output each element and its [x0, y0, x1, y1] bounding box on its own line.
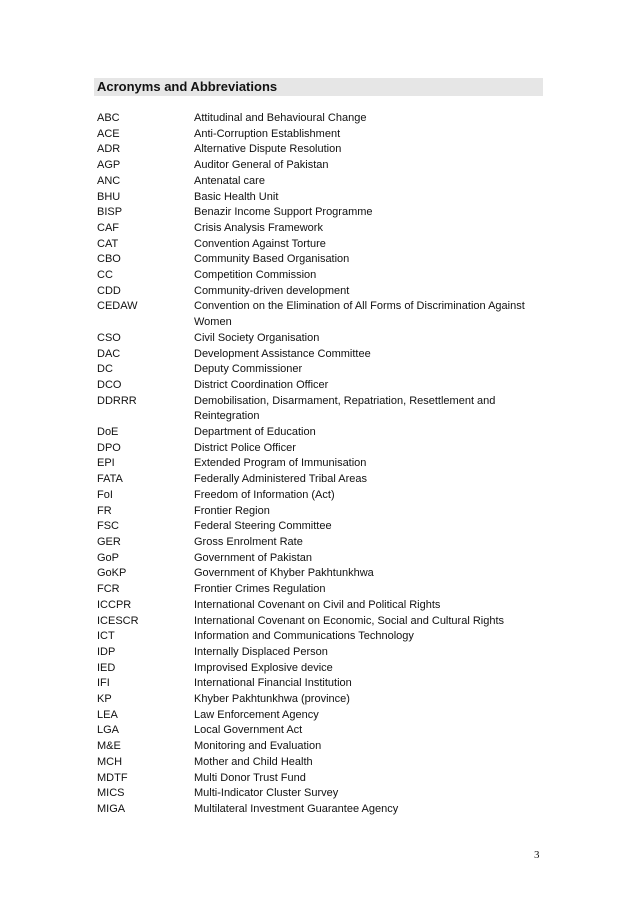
acronym-row — [97, 739, 547, 755]
acronym-abbreviation: CC — [97, 269, 113, 282]
acronym-abbreviation: DPO — [97, 441, 121, 454]
acronym-row — [97, 676, 547, 692]
acronym-row — [97, 268, 547, 284]
acronym-abbreviation: IDP — [97, 645, 116, 658]
acronym-abbreviation: FSC — [97, 520, 119, 533]
acronym-definition: Government of Khyber Pakhtunkhwa — [194, 567, 374, 580]
acronym-definition: Crisis Analysis Framework — [194, 221, 323, 234]
acronym-abbreviation: DDRRR — [97, 394, 137, 407]
acronym-definition: Khyber Pakhtunkhwa (province) — [194, 693, 350, 706]
acronym-abbreviation: EPI — [97, 457, 115, 470]
acronym-row — [97, 708, 547, 724]
acronym-row — [97, 174, 547, 190]
acronym-definition: Information and Communications Technology — [194, 630, 414, 643]
acronym-definition: Local Government Act — [194, 724, 303, 737]
acronym-abbreviation: KP — [97, 693, 112, 706]
acronym-abbreviation: ABC — [97, 112, 120, 124]
acronym-row — [97, 535, 547, 551]
acronym-definition: International Covenant on Economic, Social and Cultural Rights — [194, 614, 505, 627]
acronym-definition: Antenatal care — [194, 174, 265, 187]
acronym-abbreviation: ICESCR — [97, 614, 139, 627]
acronym-definition: Mother and Child Health — [194, 755, 313, 768]
acronym-definition: Community Based Organisation — [194, 253, 350, 266]
acronym-row — [97, 237, 547, 253]
acronym-definition: Federal Steering Committee — [194, 520, 332, 533]
acronym-definition: Multi-Indicator Cluster Survey — [194, 787, 339, 800]
acronym-abbreviation: ACE — [97, 127, 120, 140]
acronym-row — [97, 347, 547, 363]
acronym-abbreviation: CDD — [97, 284, 121, 297]
acronym-definition: Monitoring and Evaluation — [194, 740, 322, 753]
acronym-row — [97, 755, 547, 771]
acronym-definition: Federally Administered Tribal Areas — [194, 473, 368, 486]
acronym-definition: Alternative Dispute Resolution — [194, 143, 342, 156]
acronym-row — [97, 252, 547, 268]
acronym-row — [97, 142, 547, 158]
acronym-abbreviation: FCR — [97, 583, 120, 596]
page-number: 3 — [534, 849, 540, 861]
acronym-abbreviation: LEA — [97, 708, 118, 721]
acronym-definition: Internally Displaced Person — [194, 645, 328, 658]
acronym-definition: Freedom of Information (Act) — [194, 488, 335, 501]
acronym-row — [97, 598, 547, 614]
acronym-definition: Deputy Commissioner — [194, 363, 303, 376]
acronym-abbreviation: MIGA — [97, 802, 126, 815]
acronym-row — [97, 331, 547, 347]
acronym-row — [97, 645, 547, 661]
acronym-definition: Gross Enrolment Rate — [194, 535, 303, 548]
acronym-definition: Convention on the Elimination of All Forms of Discrimination Against Women — [194, 300, 525, 329]
acronym-abbreviation: CBO — [97, 253, 121, 266]
acronym-abbreviation: CSO — [97, 331, 121, 344]
acronym-abbreviation: DC — [97, 363, 113, 376]
acronym-definition: District Police Officer — [194, 441, 296, 454]
acronym-definition: Development Assistance Committee — [194, 347, 371, 360]
acronym-row — [97, 692, 547, 708]
acronym-abbreviation: CAF — [97, 221, 119, 234]
acronym-abbreviation: IFI — [97, 677, 110, 690]
acronym-abbreviation: LGA — [97, 724, 120, 737]
acronym-abbreviation: GER — [97, 535, 121, 548]
acronym-row — [97, 205, 547, 221]
acronym-abbreviation: MICS — [97, 787, 125, 800]
acronym-abbreviation: ADR — [97, 143, 121, 156]
acronym-row — [97, 802, 547, 818]
acronym-definition: Extended Program of Immunisation — [194, 457, 367, 470]
acronym-abbreviation: CEDAW — [97, 300, 138, 313]
acronym-row — [97, 299, 547, 330]
acronym-row — [97, 158, 547, 174]
acronym-definition: Community-driven development — [194, 284, 350, 297]
acronym-definition: Competition Commission — [194, 269, 317, 282]
acronym-row — [97, 661, 547, 677]
acronym-row — [97, 394, 547, 425]
acronym-row — [97, 425, 547, 441]
acronym-abbreviation: FATA — [97, 473, 123, 486]
acronym-abbreviation: MCH — [97, 755, 123, 768]
acronym-definition: Multi Donor Trust Fund — [194, 771, 306, 784]
section-heading-bar — [94, 78, 543, 96]
acronym-row — [97, 551, 547, 567]
acronym-definition: Law Enforcement Agency — [194, 708, 319, 721]
acronym-row — [97, 127, 547, 143]
acronym-row — [97, 284, 547, 300]
acronym-row — [97, 456, 547, 472]
acronym-definition: Convention Against Torture — [194, 237, 326, 250]
acronym-row — [97, 111, 547, 127]
acronym-definition: Civil Society Organisation — [194, 331, 320, 344]
acronym-row — [97, 566, 547, 582]
acronym-abbreviation: ICT — [97, 630, 115, 643]
acronym-row — [97, 614, 547, 630]
acronym-abbreviation: DAC — [97, 347, 121, 360]
acronym-definition: Anti-Corruption Establishment — [194, 127, 341, 140]
acronym-abbreviation: GoP — [97, 551, 120, 564]
acronym-definition: Benazir Income Support Programme — [194, 206, 373, 219]
acronym-row — [97, 519, 547, 535]
acronym-row — [97, 504, 547, 520]
section-heading: Acronyms and Abbreviations — [97, 79, 278, 94]
acronym-definition: District Coordination Officer — [194, 378, 329, 391]
acronym-row — [97, 362, 547, 378]
acronym-abbreviation: MDTF — [97, 771, 128, 784]
acronym-definition: Auditor General of Pakistan — [194, 159, 329, 172]
acronym-abbreviation: CAT — [97, 237, 119, 250]
acronym-abbreviation: BISP — [97, 206, 123, 219]
acronym-definition: International Covenant on Civil and Political Rights — [194, 598, 441, 611]
acronym-row — [97, 786, 547, 802]
acronym-definition: Frontier Region — [194, 504, 270, 517]
acronym-row — [97, 378, 547, 394]
acronym-definition: Government of Pakistan — [194, 551, 313, 564]
acronym-abbreviation: BHU — [97, 190, 121, 203]
acronym-row — [97, 771, 547, 787]
acronym-abbreviation: M&E — [97, 740, 121, 753]
acronym-abbreviation: DCO — [97, 378, 122, 391]
acronym-definition: Attitudinal and Behavioural Change — [194, 112, 367, 124]
acronym-abbreviation: GoKP — [97, 567, 127, 580]
acronym-row — [97, 629, 547, 645]
acronym-abbreviation: ICCPR — [97, 598, 132, 611]
acronym-definition: Improvised Explosive device — [194, 661, 333, 674]
acronym-row — [97, 190, 547, 206]
acronym-abbreviation: ANC — [97, 174, 121, 187]
acronym-abbreviation: AGP — [97, 159, 121, 172]
acronym-row — [97, 488, 547, 504]
acronym-definition: Basic Health Unit — [194, 190, 279, 203]
acronym-definition: Multilateral Investment Guarantee Agency — [194, 802, 399, 815]
acronym-row — [97, 221, 547, 237]
acronym-definition: Frontier Crimes Regulation — [194, 583, 326, 596]
acronym-abbreviation: DoE — [97, 426, 119, 439]
acronym-definition: International Financial Institution — [194, 677, 352, 690]
acronym-abbreviation: FR — [97, 504, 112, 517]
acronym-abbreviation: IED — [97, 661, 116, 674]
acronym-abbreviation: FoI — [97, 488, 113, 501]
acronym-row — [97, 582, 547, 598]
acronym-definition: Demobilisation, Disarmament, Repatriation, Resettlement and Reintegration — [194, 394, 496, 423]
acronym-row — [97, 472, 547, 488]
acronym-list — [97, 111, 547, 818]
acronym-row — [97, 441, 547, 457]
acronym-definition: Department of Education — [194, 426, 316, 439]
acronym-row — [97, 723, 547, 739]
